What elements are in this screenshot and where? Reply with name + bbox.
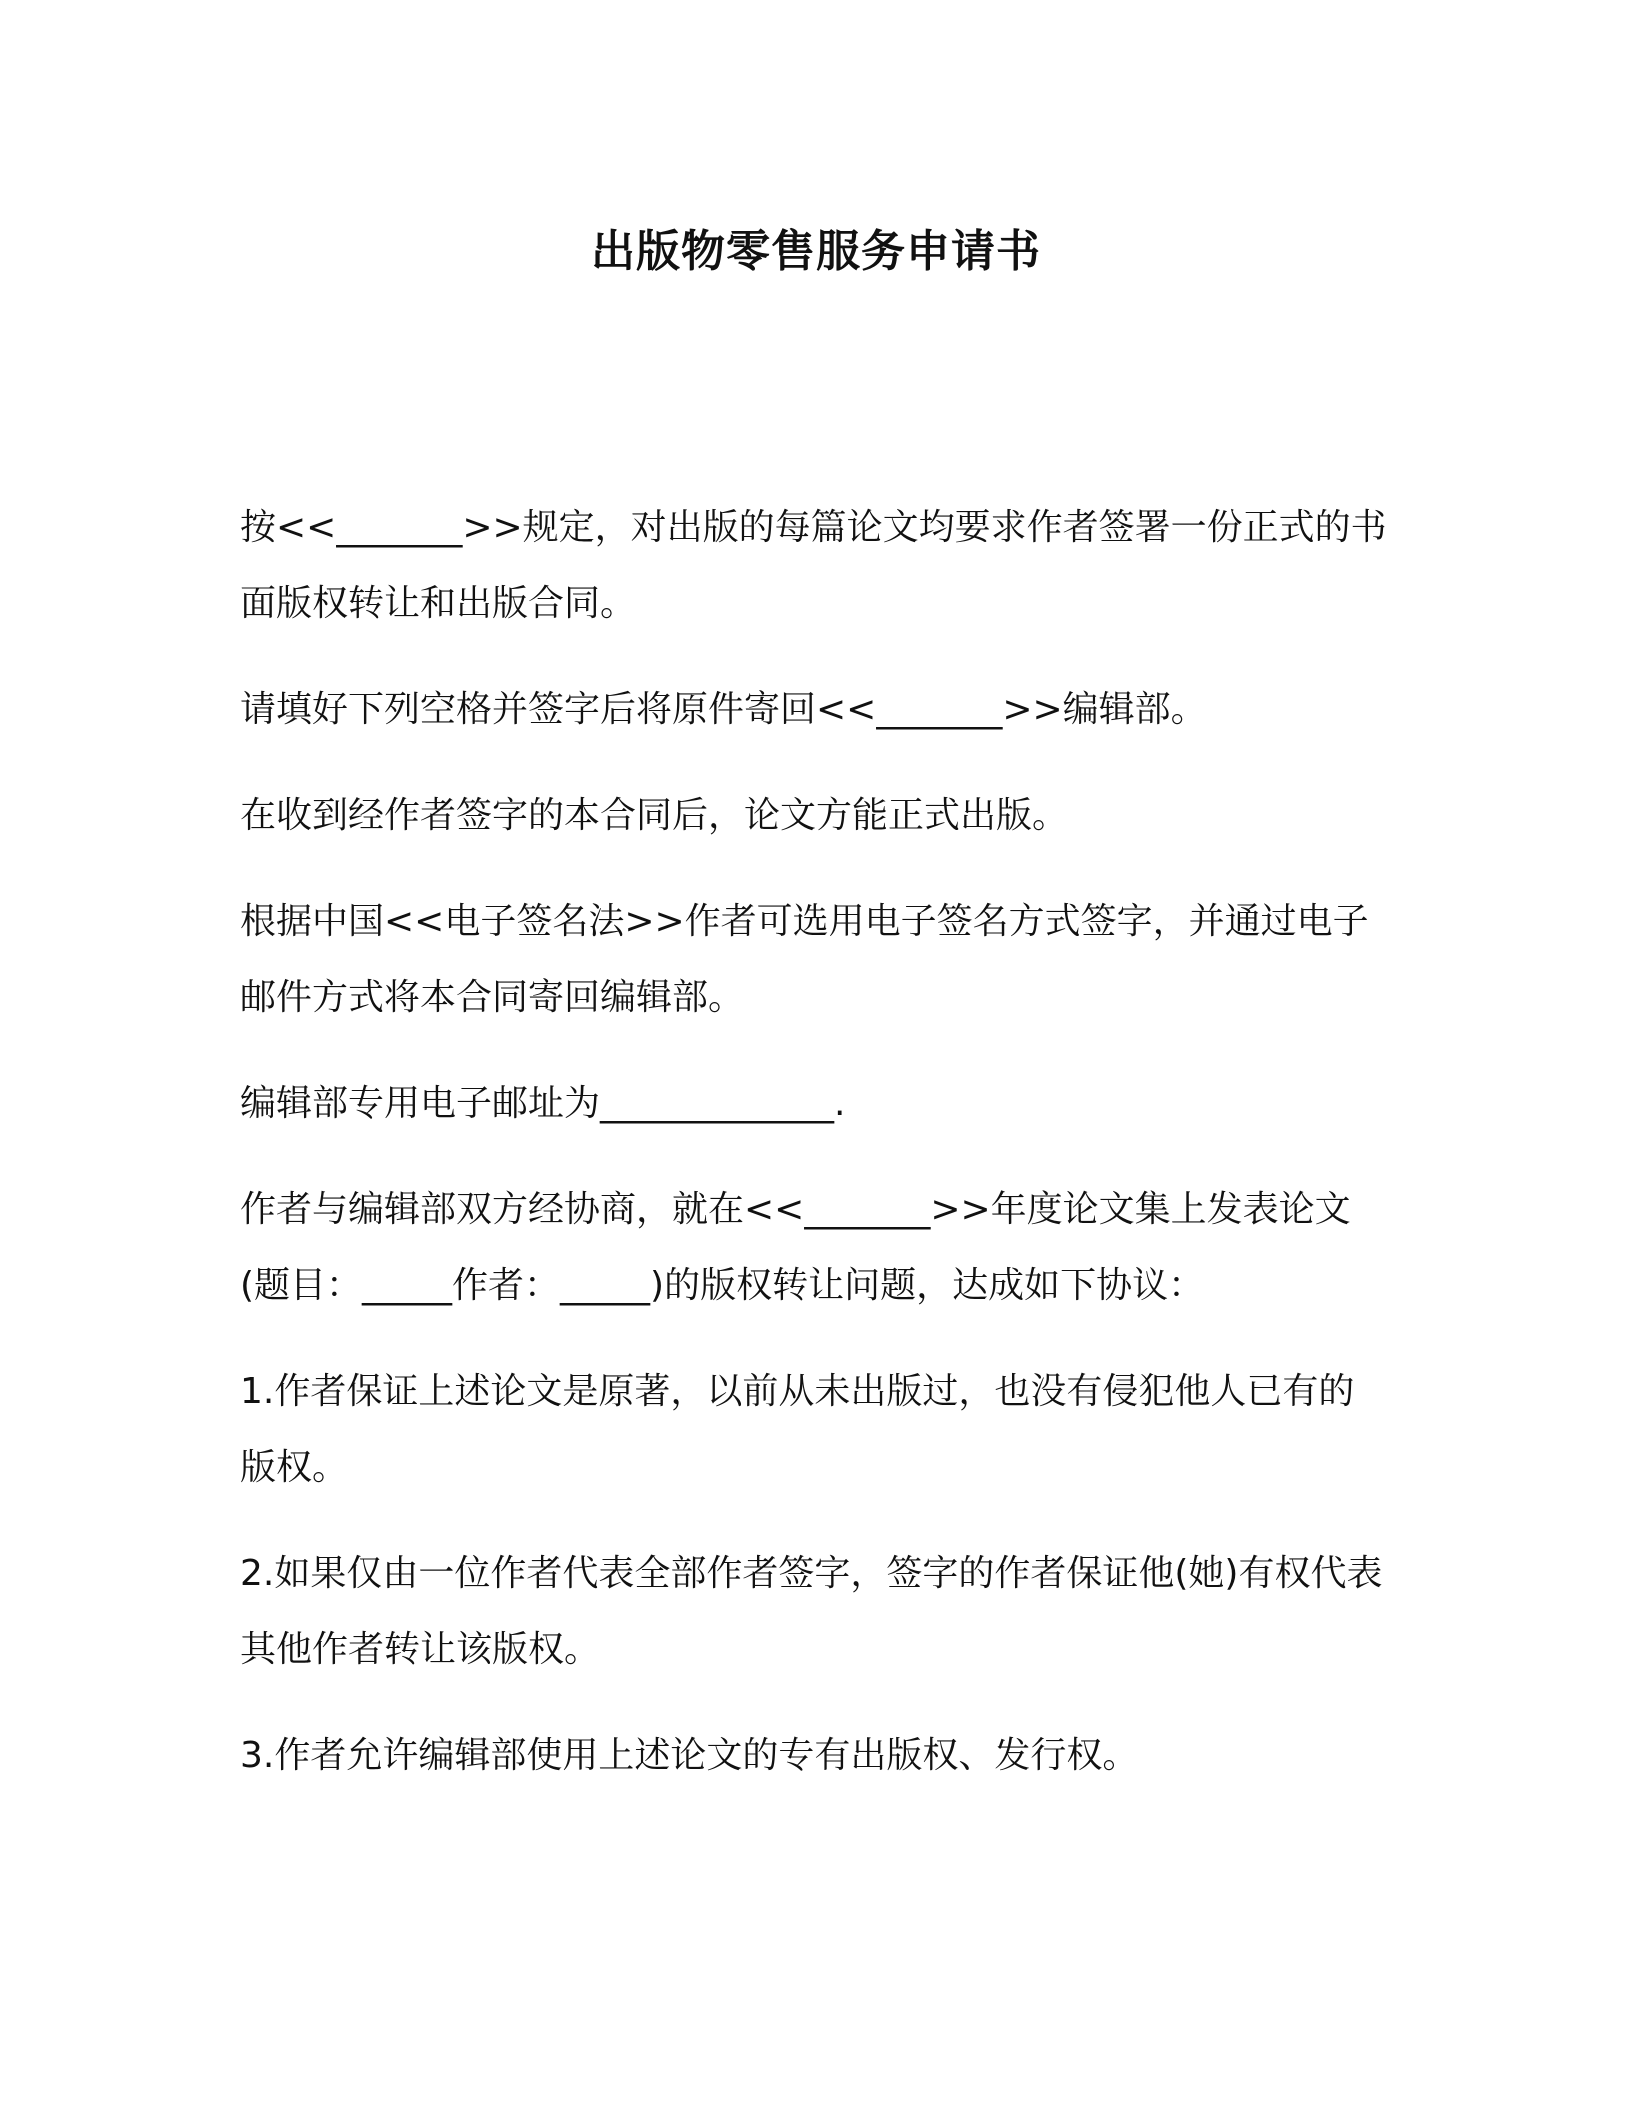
paragraph-electronic-signature: 根据中国<<电子签名法>>作者可选用电子签名方式签字，并通过电子邮件方式将本合同寄回编辑部。 <box>240 901 1369 1018</box>
document-body <box>240 490 1390 1824</box>
paragraph-editor-email: 编辑部专用电子邮址为_____________. <box>240 1083 846 1124</box>
paragraph-publication-condition: 在收到经作者签字的本合同后，论文方能正式出版。 <box>240 795 1069 836</box>
paragraph-copyright-requirement: 按<<_______>>规定，对出版的每篇论文均要求作者签署一份正式的书面版权转让和出版合同。 <box>240 507 1387 624</box>
document-title: 出版物零售服务申请书 <box>591 226 1041 277</box>
clause-2-authorization: 2.如果仅由一位作者代表全部作者签字，签字的作者保证他(她)有权代表其他作者转让该版权。 <box>240 1553 1383 1670</box>
clause-1-originality: 1.作者保证上述论文是原著，以前从未出版过，也没有侵犯他人已有的版权。 <box>240 1371 1355 1488</box>
paragraph-agreement-intro: 作者与编辑部双方经协商，就在<<_______>>年度论文集上发表论文(题目：_____作者：_____)的版权转让问题，达成如下协议： <box>240 1189 1351 1306</box>
paragraph-return-instructions: 请填好下列空格并签字后将原件寄回<<_______>>编辑部。 <box>240 689 1207 730</box>
clause-3-publishing-rights: 3.作者允许编辑部使用上述论文的专有出版权、发行权。 <box>240 1735 1139 1776</box>
